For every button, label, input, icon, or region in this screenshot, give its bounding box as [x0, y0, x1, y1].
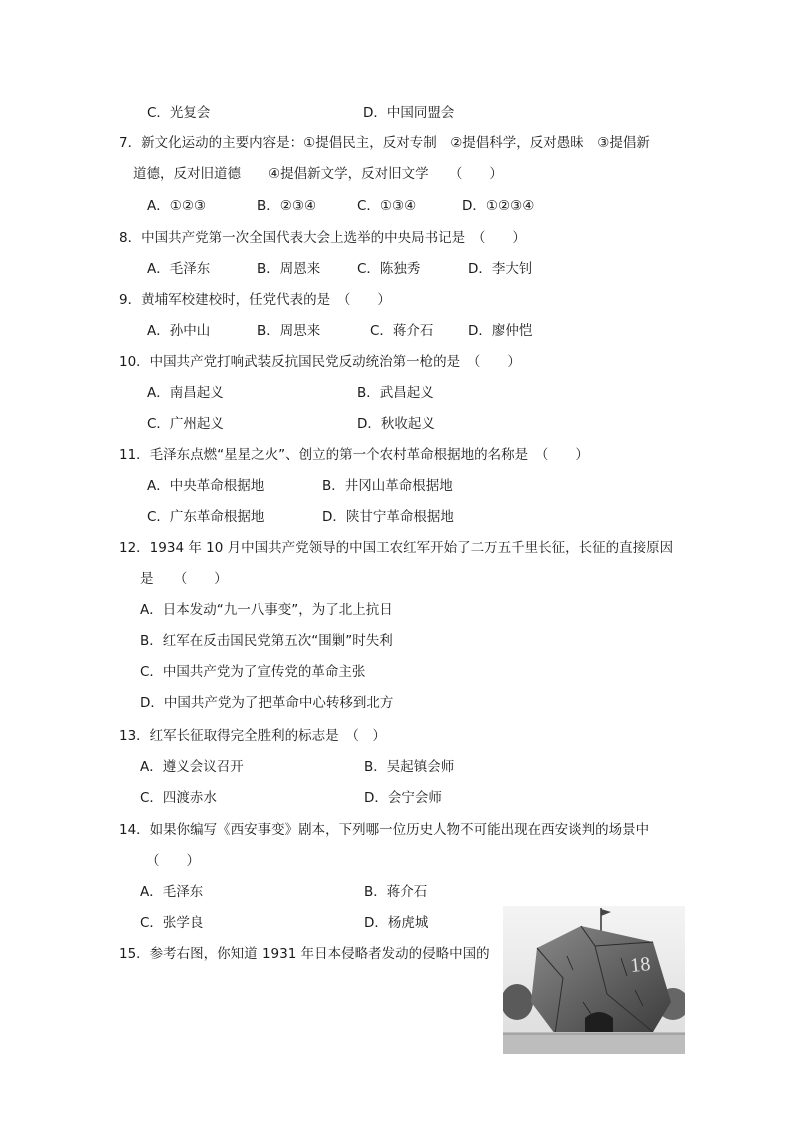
september-18-monument-photo [503, 906, 685, 1054]
q6-option-d: D．中国同盟会 [363, 105, 455, 121]
q8-option-a: A．毛泽东 [147, 261, 211, 277]
q7-option-b: B．②③④ [257, 198, 317, 214]
q7-option-a: A．①②③ [147, 198, 207, 214]
q13-option-a: A．遵义会议召开 [140, 759, 244, 775]
q7-option-c: C．①③④ [357, 198, 417, 214]
q12-stem-line1: 12．1934 年 10 月中国共产党领导的中国工农红军开始了二万五千里长征，长征的直接原因 [119, 540, 674, 556]
q13-stem: 13．红军长征取得完全胜利的标志是 （ ） [119, 728, 386, 744]
q9-option-d: D．廖仲恺 [468, 323, 533, 339]
q9-option-c: C．蒋介石 [370, 323, 434, 339]
q11-option-a: A．中央革命根据地 [147, 478, 265, 494]
q12-option-c: C．中国共产党为了宣传党的革命主张 [140, 664, 366, 680]
q13-option-d: D．会宁会师 [364, 790, 442, 806]
q11-option-d: D．陕甘宁革命根据地 [322, 509, 454, 525]
q8-stem: 8．中国共产党第一次全国代表大会上选举的中央局书记是 （ ） [119, 230, 526, 246]
q9-option-a: A．孙中山 [147, 323, 211, 339]
q7-stem-line2: 道德，反对旧道德 ④提倡新文学，反对旧文学 （ ） [133, 166, 503, 182]
q14-option-a: A．毛泽东 [140, 884, 204, 900]
q14-option-d: D．杨虎城 [364, 915, 429, 931]
q10-option-c: C．广州起义 [147, 416, 224, 432]
q11-option-c: C．广东革命根据地 [147, 509, 265, 525]
q12-option-b: B．红军在反击国民党第五次“围剿”时失利 [140, 633, 393, 649]
q14-option-b: B．蒋介石 [364, 884, 428, 900]
q9-stem: 9．黄埔军校建校时，任党代表的是 （ ） [119, 292, 391, 308]
q8-option-c: C．陈独秀 [357, 261, 421, 277]
q8-option-b: B．周恩来 [257, 261, 321, 277]
q6-option-c: C．光复会 [147, 105, 211, 121]
q10-stem: 10．中国共产党打响武装反抗国民党反动统治第一枪的是 （ ） [119, 354, 521, 370]
q14-stem-line1: 14．如果你编写《西安事变》剧本，下列哪一位历史人物不可能出现在西安谈判的场景中 [119, 822, 650, 838]
q10-option-b: B．武昌起义 [357, 385, 434, 401]
q10-option-d: D．秋收起义 [357, 416, 435, 432]
q7-option-d: D．①②③④ [462, 198, 535, 214]
q14-option-c: C．张学良 [140, 915, 204, 931]
q12-option-d: D．中国共产党为了把革命中心转移到北方 [140, 695, 394, 711]
q12-option-a: A．日本发动“九一八事变”，为了北上抗日 [140, 602, 393, 618]
q12-stem-line2: 是 （ ） [140, 571, 228, 587]
q11-option-b: B．井冈山革命根据地 [322, 478, 453, 494]
q7-stem-line1: 7．新文化运动的主要内容是：①提倡民主，反对专制 ②提倡科学，反对愚昧 ③提倡新 [119, 135, 650, 151]
q10-option-a: A．南昌起义 [147, 385, 224, 401]
monument-inscription: 18 [629, 953, 652, 977]
q14-stem-line2: （ ） [146, 853, 200, 869]
q13-option-c: C．四渡赤水 [140, 790, 217, 806]
q9-option-b: B．周思来 [257, 323, 321, 339]
q13-option-b: B．吴起镇会师 [364, 759, 455, 775]
q11-stem: 11．毛泽东点燃“星星之火”、创立的第一个农村革命根据地的名称是 （ ） [119, 447, 589, 463]
q8-option-d: D．李大钊 [468, 261, 533, 277]
q15-stem: 15．参考右图，你知道 1931 年日本侵略者发动的侵略中国的 [119, 946, 490, 962]
